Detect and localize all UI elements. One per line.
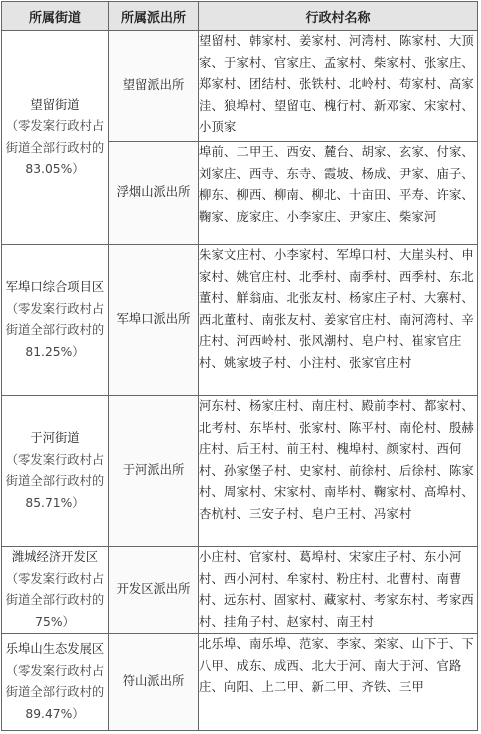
villages-cell: 河东村、杨家庄村、南庄村、殿前李村、都家村、北考村、东毕村、张家村、陈平村、南伦村、殷赫庄村、后王村、前王村、槐埠村、颜家村、西何村、孙家堡子村、史家村、前徐村、后徐村、陈家村、周家村、宋家村、南毕村、鞠家村、高埠村、杏杭村、三安子村、皂户王村、冯家村: [199, 396, 478, 547]
district-note: （零发案行政村占街道全部行政村的81.25%）: [5, 301, 105, 359]
district-cell: [2, 245, 109, 396]
district-name: 望留街道: [30, 97, 80, 112]
header-district: 所属街道: [2, 2, 109, 31]
table-row: [2, 245, 478, 396]
district-name: 于河街道: [30, 431, 80, 445]
station-cell: 浮烟山派出所: [109, 142, 199, 245]
district-note: （零发案行政村占街道全部行政村的83.05%）: [5, 119, 105, 176]
table-header-row: [2, 2, 478, 31]
district-cell: [2, 547, 109, 634]
table-row: [2, 31, 478, 142]
villages-cell: 埠前、二甲王、西安、麓台、胡家、玄家、付家、刘家庄、西寺、东寺、霞坡、杨成、尹家、庙子、柳东、柳西、柳南、柳北、十亩田、平寿、许家、鞠家、庞家庄、小李家庄、尹家庄、柴家河: [199, 142, 478, 245]
district-note: （零发案行政村占街道全部行政村的89.47%）: [5, 663, 105, 721]
table-row: [2, 396, 478, 547]
district-cell: [2, 396, 109, 547]
villages-cell: 小庄村、官家村、葛埠村、宋家庄子村、东小河村、西小河村、牟家村、粉庄村、北曹村、南曹村、远东村、固家村、藏家村、考家东村、考家西村、挂角子村、赵家村、南王村: [199, 547, 478, 634]
station-cell: 开发区派出所: [109, 547, 199, 634]
district-cell: [2, 31, 109, 245]
header-villages: 行政村名称: [199, 2, 478, 31]
district-name: 潍城经济开发区: [11, 550, 99, 564]
district-cell: [2, 634, 109, 731]
district-note: （零发案行政村占街道全部行政村的85.71%）: [5, 452, 105, 510]
district-name: 乐埠山生态发展区: [5, 642, 105, 656]
station-cell: 望留派出所: [109, 31, 199, 142]
villages-cell: 北乐埠、南乐埠、范家、李家、栾家、山下于、下八甲、成东、成西、北大于河、南大于河、官路庄、向阳、上二甲、新二甲、齐铁、三甲: [199, 634, 478, 731]
village-table: [1, 1, 478, 731]
villages-cell: 望留村、韩家村、姜家村、河湾村、陈家村、大顶家、于家村、官家庄、孟家村、柴家村、张家庄、郑家村、团结村、张铁村、北岭村、苟家村、高家洼、狼埠村、望留屯、槐行村、新邓家、宋家村、小顶家: [199, 31, 478, 142]
district-name: 军埠口综合项目区: [5, 280, 105, 294]
station-cell: 符山派出所: [109, 634, 199, 731]
table-row: [2, 634, 478, 731]
header-station: 所属派出所: [109, 2, 199, 31]
district-note: （零发案行政村占街道全部行政村的75%）: [5, 571, 105, 629]
table-row: [2, 547, 478, 634]
station-cell: 军埠口派出所: [109, 245, 199, 396]
station-cell: 于河派出所: [109, 396, 199, 547]
villages-cell: 朱家文庄村、小李家村、军埠口村、大崖头村、申家村、姚官庄村、北季村、南季村、西季村、东北董村、觧翁庙、北张友村、杨家庄子村、大寨村、西北董村、南张友村、姜家官庄村、南河湾村、辛庄村、河西岭村、张风潮村、皂户村、崔家官庄村、姚家坡子村、小注村、张家官庄村: [199, 245, 478, 396]
